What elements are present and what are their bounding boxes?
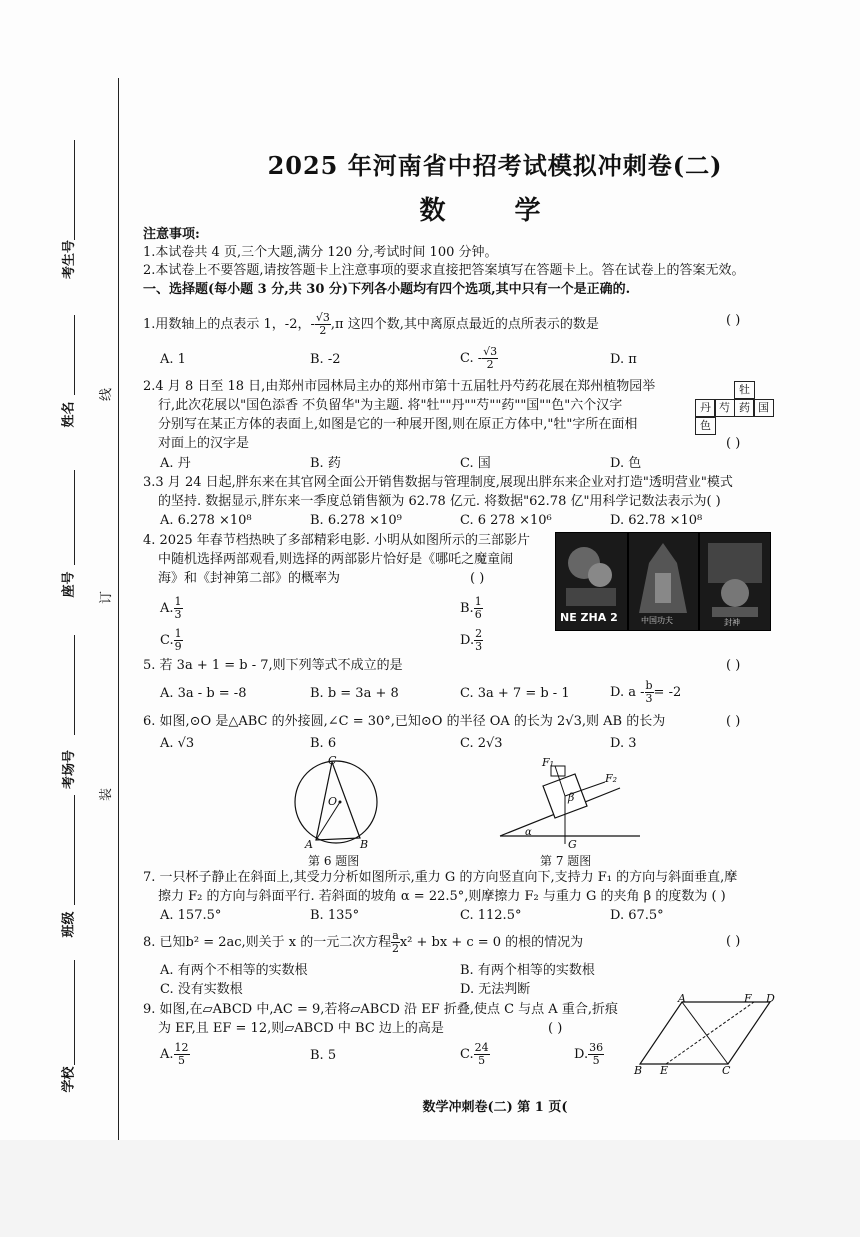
fig7-label-alpha: α bbox=[525, 827, 532, 838]
poster-nezha-title: NE ZHA 2 bbox=[560, 611, 618, 624]
q4-b-den: 6 bbox=[474, 608, 482, 621]
q1-frac-den: 2 bbox=[319, 324, 327, 337]
class-underline bbox=[74, 795, 75, 905]
q5-answer-paren: ( ) bbox=[726, 658, 741, 673]
q5-option-a: A. 3a - b = -8 bbox=[160, 686, 247, 701]
fig9-label-e: E bbox=[660, 1064, 669, 1077]
q1-option-a: A. 1 bbox=[160, 352, 186, 367]
q9-line-2: 为 EF,且 EF = 12,则▱ABCD 中 BC 边上的高是 bbox=[158, 1021, 444, 1036]
q8-option-d: D. 无法判断 bbox=[460, 982, 531, 997]
q9-d-frac bbox=[588, 1042, 604, 1067]
binding-line bbox=[118, 78, 119, 1140]
exam-no-label: 考生号 bbox=[62, 239, 78, 280]
q1-option-c-frac bbox=[482, 346, 498, 371]
q8-frac bbox=[391, 930, 400, 955]
net-cell-dan: 丹 bbox=[695, 399, 716, 417]
q4-d-num: 2 bbox=[475, 627, 483, 640]
q4-c-num: 1 bbox=[174, 627, 182, 640]
q7-option-b: B. 135° bbox=[310, 908, 360, 923]
fig9-label-c: C bbox=[722, 1064, 731, 1077]
school-underline bbox=[74, 960, 75, 1065]
movie-poster-nezha bbox=[555, 532, 628, 631]
q9-answer-paren: ( ) bbox=[548, 1021, 563, 1036]
q6-stem: 6. 如图,⊙O 是△ABC 的外接圆,∠C = 30°,已知⊙O 的半径 OA 的长为 2√3,则 AB 的长为 bbox=[143, 714, 666, 729]
q9-c-den: 5 bbox=[478, 1054, 486, 1067]
q4-d-frac bbox=[474, 628, 483, 653]
cut-mark-bind: 订 bbox=[99, 590, 115, 605]
q8-frac-den: 2 bbox=[392, 942, 400, 955]
q3-option-c: C. 6 278 ×10⁶ bbox=[460, 513, 552, 528]
q9-a-label: A. bbox=[160, 1047, 174, 1062]
q4-b-label: B. bbox=[460, 601, 474, 616]
q5-d-frac bbox=[645, 680, 654, 705]
figure-6-circle bbox=[285, 752, 395, 852]
q7-line-2: 擦力 F₂ 的方向与斜面平行. 若斜面的坡角 α = 22.5°,则摩擦力 F₂ 与重力 G 的夹角 β 的度数为 ( ) bbox=[158, 889, 726, 904]
q4-option-c bbox=[160, 628, 183, 653]
q1-stem-a: 1.用数轴上的点表示 1，-2，- bbox=[143, 317, 315, 332]
movie-poster-fengshen bbox=[699, 532, 771, 631]
q2-option-b: B. 药 bbox=[310, 456, 341, 471]
q2-option-c: C. 国 bbox=[460, 456, 491, 471]
net-cell-shao: 芍 bbox=[714, 399, 735, 417]
page-footer: 数学冲刺卷(二) 第 1 页( bbox=[422, 1100, 568, 1115]
scan-margin bbox=[0, 1140, 860, 1237]
movie-poster-2 bbox=[628, 532, 699, 631]
q6-option-a: A. √3 bbox=[160, 736, 195, 751]
q9-option-d bbox=[574, 1042, 604, 1067]
q1-answer-paren: ( ) bbox=[726, 313, 741, 328]
q2-answer-paren: ( ) bbox=[726, 436, 741, 451]
note-2: 2.本试卷上不要答题,请按答题卡上注意事项的要求直接把答案填写在答题卡上。答在试卷上的答案无效。 bbox=[143, 263, 745, 278]
q1-option-c-label: C. - bbox=[460, 351, 483, 366]
q4-option-d bbox=[460, 628, 483, 653]
q6-option-c: C. 2√3 bbox=[460, 736, 503, 751]
q4-c-label: C. bbox=[160, 633, 174, 648]
subject-title: 数 学 bbox=[419, 196, 571, 226]
q5-d-num: b bbox=[645, 679, 653, 692]
room-label: 考场号 bbox=[62, 749, 78, 790]
q4-c-frac bbox=[174, 628, 183, 653]
q1-stem-b: ,π 这四个数,其中离原点最近的点所表示的数是 bbox=[330, 317, 599, 332]
q8-stem-a: 8. 已知b² = 2ac,则关于 x 的一元二次方程 bbox=[143, 935, 392, 950]
q8-stem-b: x² + bx + c = 0 的根的情况为 bbox=[399, 935, 584, 950]
poster-2-title: 中国功夫 bbox=[641, 616, 673, 625]
q9-a-num: 12 bbox=[174, 1041, 189, 1054]
q1-stem bbox=[143, 312, 599, 337]
q4-line-1: 4. 2025 年春节档热映了多部精彩电影. 小明从如图所示的三部影片 bbox=[143, 533, 531, 548]
q6-option-d: D. 3 bbox=[610, 736, 637, 751]
fig7-label-f1: F₁ bbox=[542, 756, 555, 769]
q9-c-label: C. bbox=[460, 1047, 474, 1062]
exam-title: 2025 年河南省中招考试模拟冲刺卷(二) bbox=[267, 151, 723, 180]
notes-heading: 注意事项: bbox=[143, 227, 200, 242]
net-cell-yao: 药 bbox=[734, 399, 755, 417]
q5-d-post: = -2 bbox=[653, 685, 682, 700]
q1-c-den: 2 bbox=[486, 358, 494, 371]
q9-c-frac bbox=[474, 1042, 490, 1067]
q9-option-b: B. 5 bbox=[310, 1048, 337, 1063]
q1-option-d: D. π bbox=[610, 352, 637, 367]
q3-option-a: A. 6.278 ×10⁸ bbox=[160, 513, 252, 528]
poster-fengshen-title: 封神 bbox=[724, 618, 740, 627]
fig7-label-beta: β bbox=[568, 791, 575, 804]
name-label: 姓名 bbox=[61, 401, 77, 428]
q4-d-den: 3 bbox=[475, 640, 483, 653]
q9-d-label: D. bbox=[574, 1047, 589, 1062]
exam-no-underline bbox=[74, 140, 75, 240]
fig9-label-d: D bbox=[766, 992, 775, 1005]
q5-option-d bbox=[610, 680, 681, 705]
fig6-label-c: C bbox=[328, 754, 337, 767]
net-cell-mu: 牡 bbox=[734, 381, 755, 399]
poster-fengshen-art bbox=[700, 533, 770, 630]
section-1-heading: 一、选择题(每小题 3 分,共 30 分)下列各小题均有四个选项,其中只有一个是正确的. bbox=[143, 282, 631, 297]
q1-c-num: √3 bbox=[483, 345, 498, 358]
q4-line-2: 中随机选择两部观看,则选择的两部影片恰好是《哪吒之魔童闹 bbox=[158, 552, 514, 567]
q5-option-c: C. 3a + 7 = b - 1 bbox=[460, 686, 570, 701]
q8-option-b: B. 有两个相等的实数根 bbox=[460, 963, 595, 978]
net-cell-se: 色 bbox=[695, 417, 716, 435]
q5-d-den: 3 bbox=[645, 692, 653, 705]
fig9-label-a: A bbox=[678, 992, 686, 1005]
q2-option-d: D. 色 bbox=[610, 456, 642, 471]
q7-option-a: A. 157.5° bbox=[160, 908, 222, 923]
q7-option-d: D. 67.5° bbox=[610, 908, 664, 923]
q3-option-b: B. 6.278 ×10⁹ bbox=[310, 513, 402, 528]
q3-line-1: 3.3 月 24 日起,胖东来在其官网全面公开销售数据与管理制度,展现出胖东来企业对打造"透明营业"模式 bbox=[143, 475, 733, 490]
q9-option-a bbox=[160, 1042, 190, 1067]
q4-line-3: 海》和《封神第二部》的概率为 bbox=[158, 571, 341, 586]
q6-option-b: B. 6 bbox=[310, 736, 337, 751]
figure-9-parallelogram bbox=[630, 996, 780, 1076]
q3-line-2: 的坚持. 数据显示,胖东来一季度总销售额为 62.78 亿元. 将数据"62.78 亿"用科学记数法表示为( ) bbox=[158, 494, 721, 509]
q4-option-b bbox=[460, 596, 483, 621]
q9-a-den: 5 bbox=[178, 1054, 186, 1067]
q4-c-den: 9 bbox=[174, 640, 182, 653]
q1-fraction bbox=[315, 312, 331, 337]
q5-d-pre: D. a - bbox=[610, 685, 645, 700]
q4-a-frac bbox=[174, 596, 183, 621]
q4-b-frac bbox=[474, 596, 483, 621]
q1-option-b: B. -2 bbox=[310, 352, 341, 367]
note-1: 1.本试卷共 4 页,三个大题,满分 120 分,考试时间 100 分钟。 bbox=[143, 245, 498, 260]
fig9-label-b: B bbox=[634, 1064, 643, 1077]
cut-mark-pack: 装 bbox=[99, 787, 115, 802]
q4-b-num: 1 bbox=[474, 595, 482, 608]
seat-label: 座号 bbox=[61, 571, 77, 598]
q4-a-num: 1 bbox=[174, 595, 182, 608]
q8-answer-paren: ( ) bbox=[726, 934, 741, 949]
q7-line-1: 7. 一只杯子静止在斜面上,其受力分析如图所示,重力 G 的方向竖直向下,支持力 F₁ 的方向与斜面垂直,摩 bbox=[143, 870, 738, 885]
net-cell-guo: 国 bbox=[753, 399, 774, 417]
q2-line-3: 分别写在某正方体的表面上,如图是它的一种展开图,则在原正方体中,"牡"字所在面相 bbox=[158, 417, 638, 432]
fig7-label-f2: F₂ bbox=[605, 772, 618, 785]
seat-underline bbox=[74, 470, 75, 565]
q2-option-a: A. 丹 bbox=[160, 456, 191, 471]
q9-d-num: 36 bbox=[589, 1041, 604, 1054]
q4-answer-paren: ( ) bbox=[470, 571, 485, 586]
q9-c-num: 24 bbox=[474, 1041, 489, 1054]
q4-option-a bbox=[160, 596, 183, 621]
q5-stem: 5. 若 3a + 1 = b - 7,则下列等式不成立的是 bbox=[143, 658, 403, 673]
fig6-label-a: A bbox=[305, 838, 313, 851]
fig9-label-f: F bbox=[744, 992, 752, 1005]
q7-option-c: C. 112.5° bbox=[460, 908, 522, 923]
q1-frac-num: √3 bbox=[315, 311, 330, 324]
fig6-caption: 第 6 题图 bbox=[308, 854, 360, 868]
q8-frac-num: a bbox=[392, 929, 399, 942]
room-underline bbox=[74, 635, 75, 735]
q9-a-frac bbox=[174, 1042, 190, 1067]
q4-d-label: D. bbox=[460, 633, 475, 648]
q9-option-c bbox=[460, 1042, 490, 1067]
q3-option-d: D. 62.78 ×10⁸ bbox=[610, 513, 703, 528]
fig7-caption: 第 7 题图 bbox=[540, 854, 592, 868]
q4-a-den: 3 bbox=[174, 608, 182, 621]
q8-option-c: C. 没有实数根 bbox=[160, 982, 243, 997]
fig6-label-b: B bbox=[360, 838, 369, 851]
name-underline bbox=[74, 315, 75, 395]
q2-line-4: 对面上的汉字是 bbox=[158, 436, 250, 451]
q4-a-label: A. bbox=[160, 601, 174, 616]
q2-line-1: 2.4 月 8 日至 18 日,由郑州市园林局主办的郑州市第十五届牡丹芍药花展在郑州植物园举 bbox=[143, 379, 656, 394]
q5-option-b: B. b = 3a + 8 bbox=[310, 686, 399, 701]
q6-answer-paren: ( ) bbox=[726, 714, 741, 729]
cut-mark-line: 线 bbox=[99, 387, 115, 402]
fig7-label-g: G bbox=[568, 838, 577, 851]
q9-line-1: 9. 如图,在▱ABCD 中,AC = 9,若将▱ABCD 沿 EF 折叠,使点 C 与点 A 重合,折痕 bbox=[143, 1002, 618, 1017]
class-label: 班级 bbox=[61, 911, 77, 938]
q9-d-den: 5 bbox=[592, 1054, 600, 1067]
school-label: 学校 bbox=[61, 1066, 77, 1093]
fig6-label-o: O bbox=[328, 795, 338, 808]
q1-option-c bbox=[460, 346, 498, 371]
q8-stem bbox=[143, 930, 583, 955]
q8-option-a: A. 有两个不相等的实数根 bbox=[160, 963, 308, 978]
q2-line-2: 行,此次花展以"国色添香 不负留华"为主题. 将"牡""丹""芍""药""国""色"六个汉字 bbox=[158, 398, 623, 413]
